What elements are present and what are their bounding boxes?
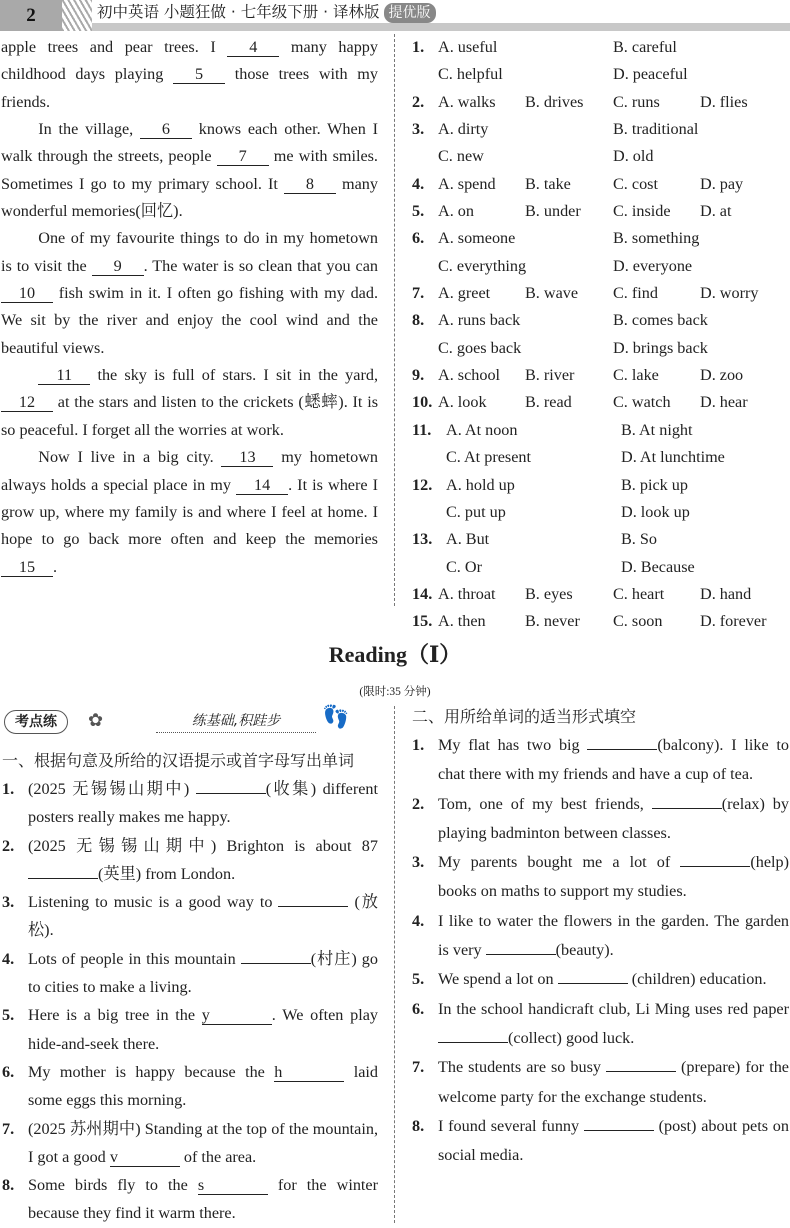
option-c: C. heart xyxy=(613,584,665,603)
option-row xyxy=(412,34,790,61)
item-number: 8. xyxy=(2,1176,15,1195)
option-b: B. careful xyxy=(613,38,677,56)
passage-paragraph xyxy=(1,34,378,116)
item-text: (help) books on maths to support my studies. xyxy=(438,853,789,901)
answer-blank[interactable] xyxy=(587,749,657,750)
option-row xyxy=(412,89,790,116)
answer-blank[interactable]: h xyxy=(274,1063,344,1082)
item-number: 2. xyxy=(2,836,15,855)
item-text: (collect) good luck. xyxy=(508,1028,635,1047)
option-c: C. goes back xyxy=(438,338,522,357)
item-text: . We often play hide-and-seek there. xyxy=(28,1006,378,1053)
question-number: 13. xyxy=(412,530,433,549)
item-number: 4. xyxy=(412,911,425,930)
item-number: 5. xyxy=(412,970,425,989)
option-row xyxy=(412,362,790,389)
option-d: D. everyone xyxy=(613,256,693,275)
option-row xyxy=(412,444,790,471)
passage-text: Now I live in a big city. xyxy=(38,448,222,467)
item-text: laid some eggs this morning. xyxy=(28,1062,379,1110)
item-number: 7. xyxy=(412,1058,425,1077)
exercise-item xyxy=(2,945,378,1002)
answer-blank[interactable] xyxy=(652,808,722,809)
option-row xyxy=(412,335,790,362)
answer-blank[interactable]: v xyxy=(110,1148,180,1167)
item-text: (放松). xyxy=(28,893,378,940)
passage-text: . It is where I grow up, where my family is and where I feel at home. I hope to go back more often and keep the memories xyxy=(1,475,379,549)
option-a: A. hold up xyxy=(446,475,515,494)
exercise-item xyxy=(2,888,378,945)
question-number: 2. xyxy=(412,92,425,111)
item-text: (英里) from London. xyxy=(98,864,236,883)
section1-title: 一、根据句意及所给的汉语提示或首字母写出单词 xyxy=(2,751,355,770)
item-text: Here is a big tree in the xyxy=(28,1006,202,1025)
blank-4[interactable]: 4 xyxy=(227,38,279,57)
passage-text: In the village, xyxy=(38,120,140,139)
cloze-options xyxy=(412,34,790,636)
option-a: A. runs back xyxy=(438,311,521,330)
question-number: 4. xyxy=(412,174,425,193)
option-d: D. old xyxy=(613,147,654,166)
blank-10[interactable]: 10 xyxy=(1,284,53,303)
option-d: D. At lunchtime xyxy=(621,448,725,467)
option-row xyxy=(412,581,790,608)
item-text: (2025 无锡锡山期中) xyxy=(28,780,196,798)
exercise-item xyxy=(2,1058,378,1115)
item-number: 8. xyxy=(412,1116,425,1135)
option-a: A. someone xyxy=(438,229,516,248)
cloze-passage xyxy=(1,34,378,581)
option-row xyxy=(412,389,790,416)
exercise-item xyxy=(2,832,378,889)
question-number: 11. xyxy=(412,420,432,439)
exercise-item xyxy=(412,1112,789,1171)
option-b: B. wave xyxy=(525,284,579,303)
item-text: (relax) by playing badminton between classes. xyxy=(438,794,789,842)
item-text: (post) about pets on social media. xyxy=(438,1116,789,1165)
option-d: D. brings back xyxy=(613,338,708,357)
option-c: C. helpful xyxy=(438,65,503,84)
option-d: D. pay xyxy=(700,174,744,193)
item-text: of the area. xyxy=(179,1147,257,1166)
option-c: C. runs xyxy=(613,92,660,111)
answer-blank[interactable] xyxy=(680,866,750,867)
item-text: Some birds fly to the xyxy=(28,1176,198,1195)
item-text: My flat has two big xyxy=(438,736,588,754)
blank-15[interactable]: 15 xyxy=(1,558,53,577)
option-a: A. But xyxy=(446,530,490,549)
edition-badge: 提优版 xyxy=(384,3,436,23)
exercise-item xyxy=(412,965,789,994)
item-number: 4. xyxy=(2,949,15,968)
question-number: 7. xyxy=(412,284,425,303)
option-d: D. peaceful xyxy=(613,65,688,84)
option-row xyxy=(412,307,790,334)
option-row xyxy=(412,526,790,553)
blank-6[interactable]: 6 xyxy=(140,120,192,139)
option-row xyxy=(412,499,790,526)
item-number: 1. xyxy=(2,780,15,798)
option-a: A. At noon xyxy=(446,420,518,439)
flower-icon: ✿ xyxy=(88,710,104,730)
passage-text: me with smiles. Sometimes I go to my primary school. It xyxy=(1,147,378,193)
section2-title: 二、用所给单词的适当形式填空 xyxy=(412,707,637,726)
option-row xyxy=(412,171,790,198)
answer-blank[interactable] xyxy=(438,1042,508,1043)
passage-text: apple trees and pear trees. I xyxy=(1,38,228,56)
exercise-item xyxy=(2,1115,378,1172)
option-b: B. never xyxy=(525,612,580,631)
option-d: D. hear xyxy=(700,393,748,412)
item-number: 6. xyxy=(412,999,425,1018)
passage-paragraph xyxy=(1,116,378,225)
exercise-item xyxy=(412,1053,789,1112)
passage-text: my hometown always holds a special place in my xyxy=(1,448,378,494)
option-b: B. eyes xyxy=(525,584,573,603)
item-number: 1. xyxy=(412,736,425,754)
exercise-item xyxy=(412,995,789,1054)
item-text: Listening to music is a good way to xyxy=(28,893,279,912)
passage-text: fish swim in it. I often go fishing with my dad. We sit by the river and enjoy the cool wind and the beautiful views. xyxy=(1,284,378,357)
blank-12[interactable]: 12 xyxy=(1,393,53,412)
option-row xyxy=(412,198,790,225)
answer-blank[interactable] xyxy=(558,983,628,984)
option-a: A. useful xyxy=(438,38,498,56)
item-text: Tom, one of my best friends, xyxy=(438,794,652,813)
book-title xyxy=(97,2,436,23)
passage-text: many happy childhood days playing xyxy=(1,38,378,84)
option-c: C. cost xyxy=(613,174,658,193)
option-a: A. on xyxy=(438,202,474,221)
item-number: 3. xyxy=(2,893,15,912)
option-d: D. worry xyxy=(700,284,759,303)
item-text: I like to water the flowers in the garden. The garden is very xyxy=(438,911,789,960)
exercise-item xyxy=(2,1001,378,1058)
blank-9[interactable]: 9 xyxy=(92,257,144,276)
option-b: B. drives xyxy=(525,92,584,111)
option-c: C. put up xyxy=(446,502,506,521)
reading-title: Reading（Ⅰ） xyxy=(328,642,462,667)
item-text: (收集) different posters really makes me happy. xyxy=(28,780,378,827)
option-b: B. traditional xyxy=(613,120,699,139)
option-row xyxy=(412,253,790,280)
item-number: 2. xyxy=(412,794,425,813)
exercise-item xyxy=(412,731,789,790)
blank-7[interactable]: 7 xyxy=(217,147,269,166)
question-number: 12. xyxy=(412,475,433,494)
passage-text: the sky is full of stars. I sit in the yard, xyxy=(90,366,378,385)
question-number: 8. xyxy=(412,311,425,330)
option-b: B. under xyxy=(525,202,581,221)
passage-text: at the stars and listen to the crickets (蟋蟀). It is so peaceful. I forget all the worries at work. xyxy=(1,393,378,439)
book-title-text: 初中英语 小题狂做 · 七年级下册 · 译林版 xyxy=(97,3,380,21)
item-number: 3. xyxy=(412,853,425,872)
passage-paragraph xyxy=(1,225,378,362)
passage-paragraph xyxy=(1,362,378,444)
time-limit: (限时:35 分钟) xyxy=(359,686,431,698)
option-b: B. take xyxy=(525,174,571,193)
option-row xyxy=(412,608,790,635)
option-row xyxy=(412,143,790,170)
option-c: C. find xyxy=(613,284,658,303)
passage-text: . The water is so clean that you can xyxy=(143,256,378,275)
answer-blank[interactable]: s xyxy=(198,1176,268,1195)
item-number: 5. xyxy=(2,1006,15,1025)
exercise-item xyxy=(412,790,789,849)
question-number: 15. xyxy=(412,612,433,631)
option-d: D. Because xyxy=(621,557,695,576)
item-text: (prepare) for the welcome party for the exchange students. xyxy=(438,1058,789,1106)
item-text: (children) education. xyxy=(627,970,767,989)
option-c: C. everything xyxy=(438,256,527,275)
question-number: 1. xyxy=(412,38,425,56)
footprints-icon: 👣 xyxy=(322,704,350,729)
option-d: D. look up xyxy=(621,502,690,521)
option-d: D. flies xyxy=(700,92,748,111)
page-header xyxy=(0,0,790,31)
question-number: 6. xyxy=(412,229,425,248)
answer-blank[interactable] xyxy=(486,954,556,955)
option-d: D. zoo xyxy=(700,366,744,385)
option-d: D. forever xyxy=(700,612,767,631)
option-row xyxy=(412,116,790,143)
slogan: 练基础,积跬步 xyxy=(156,710,316,733)
blank-14[interactable]: 14 xyxy=(236,476,288,495)
passage-paragraph xyxy=(1,444,378,581)
exercise-item xyxy=(412,848,789,907)
exercise-item xyxy=(412,907,789,966)
answer-blank[interactable] xyxy=(606,1071,676,1072)
section-banner xyxy=(4,704,380,740)
option-b: B. So xyxy=(621,530,657,549)
item-text: Lots of people in this mountain xyxy=(28,949,241,968)
option-b: B. comes back xyxy=(613,311,708,330)
passage-text: One of my favourite things to do in my hometown is to visit the xyxy=(1,229,378,275)
passage-text: many wonderful memories(回忆). xyxy=(1,174,378,221)
item-text: We spend a lot on xyxy=(438,970,558,989)
item-text: (balcony). I like to chat there with my friends and have a cup of tea. xyxy=(438,736,789,784)
question-number: 10. xyxy=(412,393,433,412)
blank-11[interactable]: 11 xyxy=(38,366,90,385)
option-d: D. hand xyxy=(700,584,752,603)
option-row xyxy=(412,417,790,444)
item-number: 7. xyxy=(2,1119,15,1138)
passage-text: knows each other. When I walk through the streets, people xyxy=(1,120,378,166)
option-row xyxy=(412,225,790,252)
item-text: (beauty). xyxy=(555,941,614,960)
option-a: A. greet xyxy=(438,284,491,303)
option-b: B. river xyxy=(525,366,575,385)
item-text: I found several funny xyxy=(438,1116,584,1135)
option-a: A. look xyxy=(438,393,487,412)
item-text: My mother is happy because the xyxy=(28,1062,275,1081)
item-text: (村庄) go to cities to make a living. xyxy=(28,949,378,997)
header-stripes xyxy=(62,0,92,31)
option-row xyxy=(412,554,790,581)
exercise-item xyxy=(2,775,378,832)
question-number: 14. xyxy=(412,584,433,603)
question-number: 9. xyxy=(412,366,425,385)
answer-blank[interactable] xyxy=(28,878,98,879)
column-divider xyxy=(394,34,395,606)
header-band xyxy=(92,23,790,31)
option-b: B. read xyxy=(525,393,572,412)
question-number: 5. xyxy=(412,202,425,221)
option-a: A. school xyxy=(438,366,501,385)
option-row xyxy=(412,61,790,88)
option-b: B. something xyxy=(613,229,700,248)
exercise-item xyxy=(2,1171,378,1228)
item-number: 6. xyxy=(2,1062,15,1081)
option-a: A. throat xyxy=(438,584,496,603)
section2-items xyxy=(412,731,789,1170)
option-c: C. watch xyxy=(613,393,671,412)
question-number: 3. xyxy=(412,120,425,139)
blank-13[interactable]: 13 xyxy=(221,448,273,467)
answer-blank[interactable] xyxy=(584,1130,654,1131)
blank-8[interactable]: 8 xyxy=(284,175,336,194)
option-row xyxy=(412,280,790,307)
option-row xyxy=(412,472,790,499)
option-a: A. dirty xyxy=(438,120,489,139)
option-c: C. lake xyxy=(613,366,659,385)
item-text: In the school handicraft club, Li Ming uses red paper xyxy=(438,999,789,1018)
option-c: C. inside xyxy=(613,202,671,221)
answer-blank[interactable] xyxy=(196,793,266,794)
column-divider-lower xyxy=(394,706,395,1223)
option-c: C. Or xyxy=(446,557,482,576)
item-text: (2025 无锡锡山期中) Brighton is about 87 xyxy=(28,836,378,855)
section1-items xyxy=(2,775,378,1228)
answer-blank[interactable] xyxy=(278,906,348,907)
item-text: My parents bought me a lot of xyxy=(438,853,681,872)
item-text: The students are so busy xyxy=(438,1058,606,1077)
passage-text: those trees with my friends. xyxy=(1,65,378,111)
option-c: C. At present xyxy=(446,448,531,467)
option-c: C. soon xyxy=(613,612,663,631)
page-number: 2 xyxy=(0,0,62,31)
option-b: B. pick up xyxy=(621,475,688,494)
blank-5[interactable]: 5 xyxy=(173,65,225,84)
item-text: (2025 苏州期中) Standing at the top of the mountain, I got a good xyxy=(28,1119,378,1166)
option-a: A. then xyxy=(438,612,486,631)
item-text: for the winter because they find it warm there. xyxy=(28,1176,378,1223)
answer-blank[interactable]: y xyxy=(202,1006,272,1025)
option-d: D. at xyxy=(700,202,732,221)
practice-tag: 考点练 xyxy=(4,710,68,734)
passage-text: . xyxy=(53,557,58,576)
option-c: C. new xyxy=(438,147,484,166)
option-a: A. walks xyxy=(438,92,496,111)
answer-blank[interactable] xyxy=(241,963,311,964)
option-b: B. At night xyxy=(621,420,693,439)
option-a: A. spend xyxy=(438,174,496,193)
